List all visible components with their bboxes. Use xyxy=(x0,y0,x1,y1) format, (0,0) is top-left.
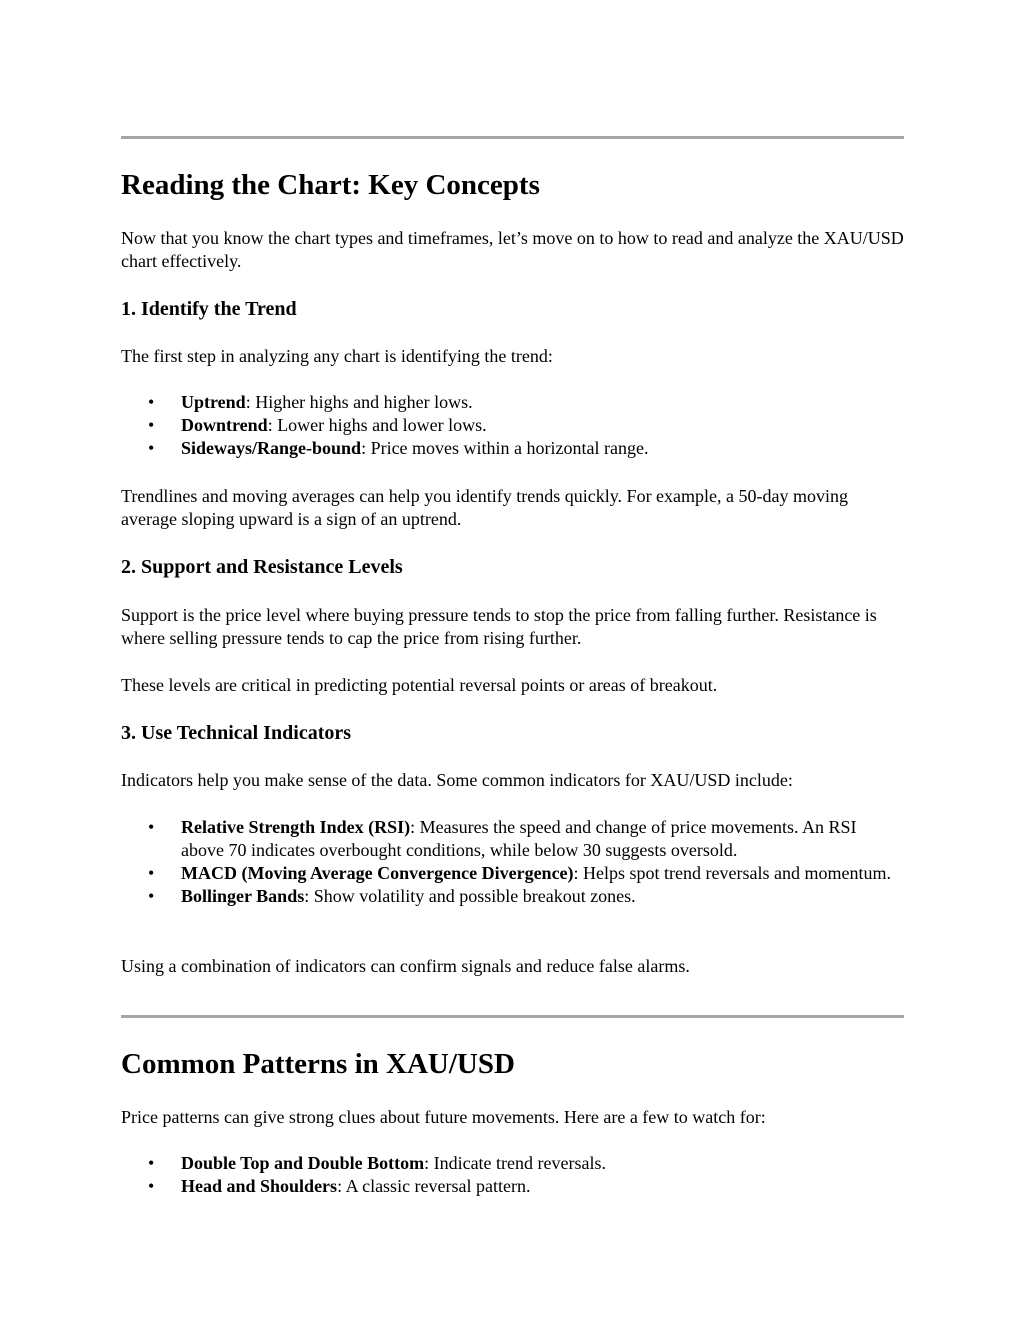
indicator-list xyxy=(121,816,904,908)
paragraph: These levels are critical in predicting potential reversal points or areas of breakout. xyxy=(121,675,718,695)
list-item-term: MACD (Moving Average Convergence Divergence) xyxy=(181,863,574,883)
section-heading: Common Patterns in XAU/USD xyxy=(121,1048,515,1080)
list-item-desc: : Higher highs and higher lows. xyxy=(245,392,473,412)
list-item-desc: : A classic reversal pattern. xyxy=(337,1176,531,1196)
list-item-desc: : Show volatility and possible breakout zones. xyxy=(304,886,636,906)
list-item-desc: : Measures the speed and change of price movements. An RSI above 70 indicates overbought conditions, while below 30 suggests oversold. xyxy=(181,817,857,860)
paragraph: Trendlines and moving averages can help you identify trends quickly. For example, a 50-day moving average sloping upward is a sign of an uptrend. xyxy=(121,486,849,529)
paragraph: Using a combination of indicators can confirm signals and reduce false alarms. xyxy=(121,956,690,976)
subsection-heading: 1. Identify the Trend xyxy=(121,298,297,320)
list-item xyxy=(121,816,904,862)
paragraph: Price patterns can give strong clues about future movements. Here are a few to watch for: xyxy=(121,1107,766,1127)
list-item-desc: : Price moves within a horizontal range. xyxy=(361,438,649,458)
list-item-term: Uptrend xyxy=(181,392,246,412)
list-item-term: Head and Shoulders xyxy=(181,1176,338,1196)
bullet-icon: • xyxy=(148,438,155,458)
list-item xyxy=(121,414,904,437)
list-item xyxy=(121,862,904,885)
section-intro: Now that you know the chart types and timeframes, let’s move on to how to read and analyze the XAU/USD chart effectively. xyxy=(121,228,904,271)
subsection-heading: 3. Use Technical Indicators xyxy=(121,722,352,744)
list-item-term: Sideways/Range-bound xyxy=(181,438,362,458)
list-item-term: Double Top and Double Bottom xyxy=(181,1153,425,1173)
subsection-heading: 2. Support and Resistance Levels xyxy=(121,556,403,578)
horizontal-rule xyxy=(121,1015,904,1018)
bullet-icon: • xyxy=(148,415,155,435)
list-item-term: Bollinger Bands xyxy=(181,886,305,906)
paragraph: Indicators help you make sense of the data. Some common indicators for XAU/USD include: xyxy=(121,770,793,790)
trend-list xyxy=(121,391,904,460)
list-item-desc: : Lower highs and lower lows. xyxy=(267,415,487,435)
bullet-icon: • xyxy=(148,817,155,837)
list-item-term: Downtrend xyxy=(181,415,268,435)
list-item xyxy=(121,885,904,908)
list-item-term: Relative Strength Index (RSI) xyxy=(181,817,411,837)
horizontal-rule xyxy=(121,136,904,139)
list-item xyxy=(121,391,904,414)
list-item xyxy=(121,437,904,460)
list-item xyxy=(121,1175,904,1198)
bullet-icon: • xyxy=(148,1176,155,1196)
bullet-icon: • xyxy=(148,392,155,412)
list-item xyxy=(121,1152,904,1175)
pattern-list xyxy=(121,1152,904,1198)
bullet-icon: • xyxy=(148,886,155,906)
paragraph: The first step in analyzing any chart is identifying the trend: xyxy=(121,346,553,366)
paragraph: Support is the price level where buying pressure tends to stop the price from falling further. Resistance is where selling pressure tends to cap the price from rising further. xyxy=(121,605,877,648)
list-item-desc: : Indicate trend reversals. xyxy=(424,1153,606,1173)
list-item-desc: : Helps spot trend reversals and momentum. xyxy=(573,863,891,883)
bullet-icon: • xyxy=(148,863,155,883)
bullet-icon: • xyxy=(148,1153,155,1173)
section-heading: Reading the Chart: Key Concepts xyxy=(121,169,540,201)
